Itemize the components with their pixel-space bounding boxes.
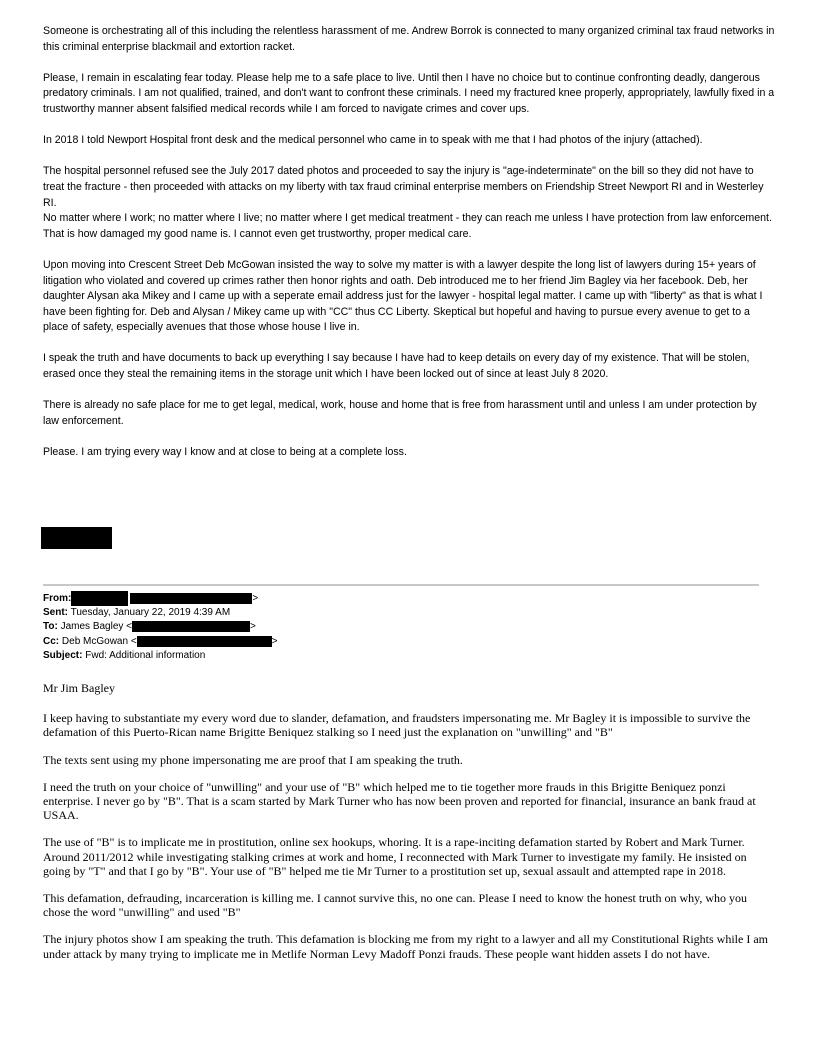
paragraph-newport-hospital: In 2018 I told Newport Hospital front desk and the medical personnel who came in to speak with me that I had photos of the injury (attached). [43,134,703,147]
to-value: James Bagley < [60,621,133,633]
paragraph-unwilling-b: I need the truth on your choice of "unwilling" and your use of "B" which helped me to tie together more frauds in this Brigitte Beniquez ponzi enterprise. I never go by "B". That is a scam started by Mark Turner who has now been proven and reported for financial, insurance an bank fraud at USAA. [43,779,756,823]
to-close: > [250,621,256,633]
redacted-cc-email [137,636,272,647]
paragraph-escalating-fear: Please, I remain in escalating fear today. Please help me to a safe place to live. Until then I have no choice but to continue confronting deadly, dangerous predatory criminals. I am not qualified, trained, and don't want to confront these criminals. I need my fractured knee properly, appropriately, lawfully fixed in a trustworthy manner absent falsified medical records while I am forced to navigate crimes and cover ups. [43,71,775,115]
redacted-from-email [130,593,252,604]
email-divider [43,584,759,586]
letter-body [43,24,775,476]
paragraph-killing-me: This defamation, defrauding, incarceration is killing me. I cannot survive this, no one can. Please I need to know the honest truth on why, who you chose the word "unwilling" and used "B" [43,891,748,920]
header-sent-row [43,606,763,621]
subject-value: Fwd: Additional information [85,650,206,662]
from-label: From: [43,593,72,605]
paragraph-closing-plea: Please. I am trying every way I know and at close to being at a complete loss. [43,446,407,459]
paragraph-orchestrating: Someone is orchestrating all of this including the relentless harassment of me. Andrew Borrok is connected to many organized criminal tax fraud networks in this criminal enterprise blackmail and extortion racket. [43,25,775,53]
salutation: Mr Jim Bagley [43,681,115,695]
paragraph-hospital-refused: The hospital personnel refused see the July 2017 dated photos and proceeded to say the injury is "age-indeterminate" on the bill so they did not have to treat the fracture - then proceeded with attacks on my liberty with tax fraud criminal enterprise members on Friendship Street Newport RI and in Westerley RI. [43,165,764,209]
redacted-from-name [71,591,128,606]
cc-value: Deb McGowan < [61,635,137,647]
redacted-to-email [132,621,250,632]
paragraph-speak-truth: I speak the truth and have documents to back up everything I say because I have had to keep details on every day of my existence. That will be stolen, erased once they steal the remaining items in the storage unit which I have been locked out of since at least July 8 2020. [43,352,750,381]
paragraph-substantiate: I keep having to substantiate my every word due to slander, defamation, and fraudsters impersonating me. Mr Bagley it is impossible to survive the defamation of this Puerto-Rican name Brigitte Beniquez stalking so I need just the explanation on "unwilling" and "B" [43,711,751,740]
redacted-signature [41,527,112,549]
to-label: To: [43,621,58,633]
cc-close: > [271,635,278,647]
forwarded-message-body [43,681,771,974]
header-to-row [43,620,763,635]
header-subject-row [43,649,763,664]
subject-label: Subject: [43,650,83,662]
from-value: > [252,593,259,605]
paragraph-injury-photos: The injury photos show I am speaking the truth. This defamation is blocking me from my right to a lawyer and all my Constitutional Rights while I am under attack by many trying to implicate me in Metlife Norman Levy Madoff Ponzi frauds. These people want hidden assets I do not have. [43,932,768,961]
header-from-row [43,591,763,606]
cc-label: Cc: [43,635,60,647]
email-header [43,591,763,664]
paragraph-use-of-b: The use of "B" is to implicate me in prostitution, online sex hookups, whoring. It is a rape-inciting defamation started by Robert and Mark Turner. Around 2011/2012 while investigating stalking crimes at work and home, I reconnected with Mark Turner to investigate my family. He insisted on going by "T" and that I go by "B". Your use of "B" helped me tie Mr Turner to a prostitution set up, sexual assault and attempted rape in 2018. [43,835,747,878]
paragraph-no-matter-where: No matter where I work; no matter where I live; no matter where I get medical treatment - they can reach me unless I have protection from law enforcement. That is how damaged my good name is. I cannot even get trustworthy, proper medical care. [43,212,772,240]
header-cc-row [43,635,763,650]
paragraph-crescent-street: Upon moving into Crescent Street Deb McGowan insisted the way to solve my matter is with a lawyer despite the long list of lawyers during 15+ years of litigation who violated and covered up crimes rather then honor rights and oath. Deb introduced me to her friend Jim Bagley via her facebook. Deb, her daughter Alysan aka Mikey and I came up with a seperate email address just for the lawyer - hospital legal matter. I came up with "liberty" as that is what I have been fighting for. Deb and Alysan / Mikey came up with "CC" thus CC Liberty. Skeptical but hopeful and having to pursue every avenue to get to a place of safety, especially avenues that those whose house I live in. [43,258,763,334]
sent-value: Tuesday, January 22, 2019 4:39 AM [70,606,231,618]
paragraph-no-safe-place: There is already no safe place for me to get legal, medical, work, house and home that is free from harassment until and unless I am under protection by law enforcement. [43,399,757,427]
paragraph-texts-proof: The texts sent using my phone impersonating me are proof that I am speaking the truth. [43,752,463,767]
sent-label: Sent: [43,606,68,618]
